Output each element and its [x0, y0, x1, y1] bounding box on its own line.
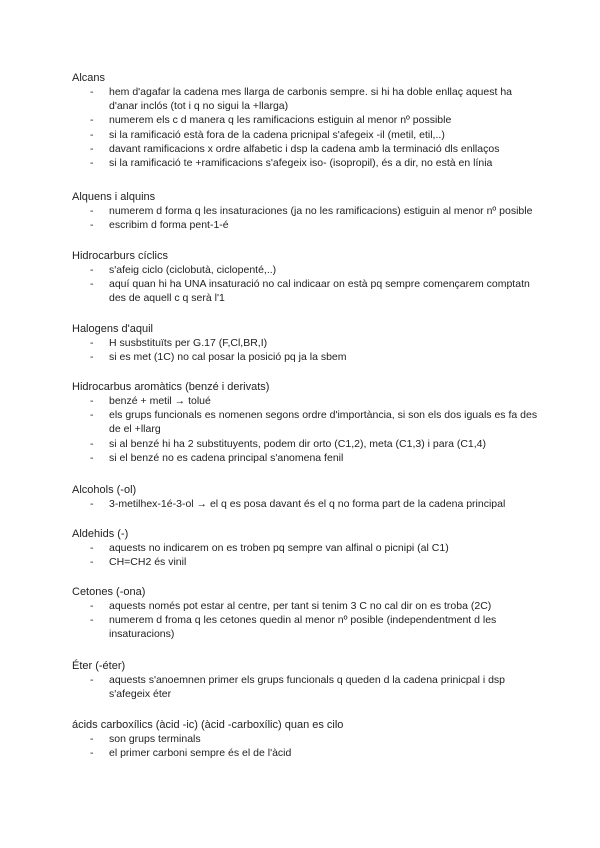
section-heading: ácids carboxílics (àcid -ic) (àcid -carboxílic) quan es cilo [72, 719, 344, 731]
list-item: - el primer carboni sempre és el de l'àcid [90, 747, 292, 760]
list-item: - escribim d forma pent-1-é [90, 219, 229, 232]
list-item: - si la ramificació està fora de la cadena pricnipal s'afegeix -il (metil, etil,..) [90, 128, 445, 141]
section-acids [72, 718, 542, 760]
section-heading: Hidrocarburs cíclics [72, 250, 168, 262]
section-eter [72, 659, 542, 701]
section-heading: Alquens i alquins [72, 191, 156, 203]
list-item: - son grups terminals [90, 733, 201, 745]
list-item: - numerem d froma q les cetones quedin al menor nº posible (independentment d les insaturacions) [90, 614, 497, 641]
section-aldehids [72, 527, 542, 569]
list-item: - aquests només pot estar al centre, per tant si tenim 3 C no cal dir on es troba (2C) [90, 600, 492, 612]
section-heading: Éter (-éter) [72, 660, 126, 672]
list-item: - hem d'agafar la cadena mes llarga de carbonis sempre. si hi ha doble enllaç aquest ha d'anar inclós (tot i q no sigui la +llarga) [90, 86, 512, 113]
list-item: - numerem els c d manera q les ramificacions estiguin al menor nº possible [90, 114, 452, 127]
section-alcohols [72, 483, 542, 511]
list-item: - 3-metilhex-1é-3-ol → el q es posa davant és el q no forma part de la cadena principal [90, 498, 506, 510]
section-alcans [72, 71, 542, 170]
section-heading: Halogens d'aquil [72, 323, 153, 335]
list-item: - si al benzé hi ha 2 substituyents, podem dir orto (C1,2), meta (C1,3) i para (C1,4) [90, 437, 487, 450]
list-item: - aquí quan hi ha UNA insaturació no cal indicaar on està pq sempre començarem comptatn des de aquell c q serà l'1 [90, 278, 530, 305]
section-halogens [72, 322, 542, 364]
bullet-list [72, 204, 542, 232]
section-heading: Cetones (-ona) [72, 586, 146, 598]
list-item: - benzé + metil → tolué [90, 395, 211, 407]
bullet-list [72, 732, 542, 760]
list-item: - CH=CH2 és vinil [90, 556, 187, 569]
bullet-list [72, 497, 542, 511]
list-item: - aquests s'anoemnen primer els grups funcionals q queden d la cadena prinicpal i dsp s'afegeix éter [90, 674, 506, 701]
bullet-list [72, 394, 542, 465]
list-item: - si el benzé no es cadena principal s'anomena fenil [90, 451, 344, 464]
section-heading: Hidrocarbus aromàtics (benzé i derivats) [72, 381, 270, 393]
list-item: - si la ramificació te +ramificacions s'afegeix iso- (isopropil), és a dir, no està en línia [90, 157, 493, 170]
list-item: - els grups funcionals es nomenen segons ordre d'importància, si son els dos iguals es fa des de el +llarg [90, 409, 538, 436]
section-heading: Alcohols (-ol) [72, 484, 137, 496]
bullet-list [72, 263, 542, 306]
section-aromatics [72, 380, 542, 465]
list-item: - numerem d forma q les insaturaciones (ja no les ramificacions) estiguin al menor nº posible [90, 205, 533, 217]
section-ciclics [72, 249, 542, 306]
bullet-list [72, 85, 542, 170]
list-item: - si es met (1C) no cal posar la posició pq ja la sbem [90, 351, 347, 364]
list-item: - H susbstituïts per G.17 (F,Cl,BR,I) [90, 337, 268, 349]
list-item: - davant ramificacions x ordre alfabetic i dsp la cadena amb la terminació dls enllaços [90, 142, 500, 155]
section-heading: Aldehids (-) [72, 528, 129, 540]
section-heading: Alcans [72, 72, 106, 84]
bullet-list [72, 541, 542, 569]
bullet-list [72, 336, 542, 364]
section-cetones [72, 585, 542, 642]
bullet-list [72, 599, 542, 642]
list-item: - aquests no indicarem on es troben pq sempre van alfinal o picnipi (al C1) [90, 542, 449, 554]
section-alquens [72, 190, 542, 232]
bullet-list [72, 673, 542, 701]
list-item: - s'afeig ciclo (ciclobutà, ciclopenté,..) [90, 264, 277, 276]
